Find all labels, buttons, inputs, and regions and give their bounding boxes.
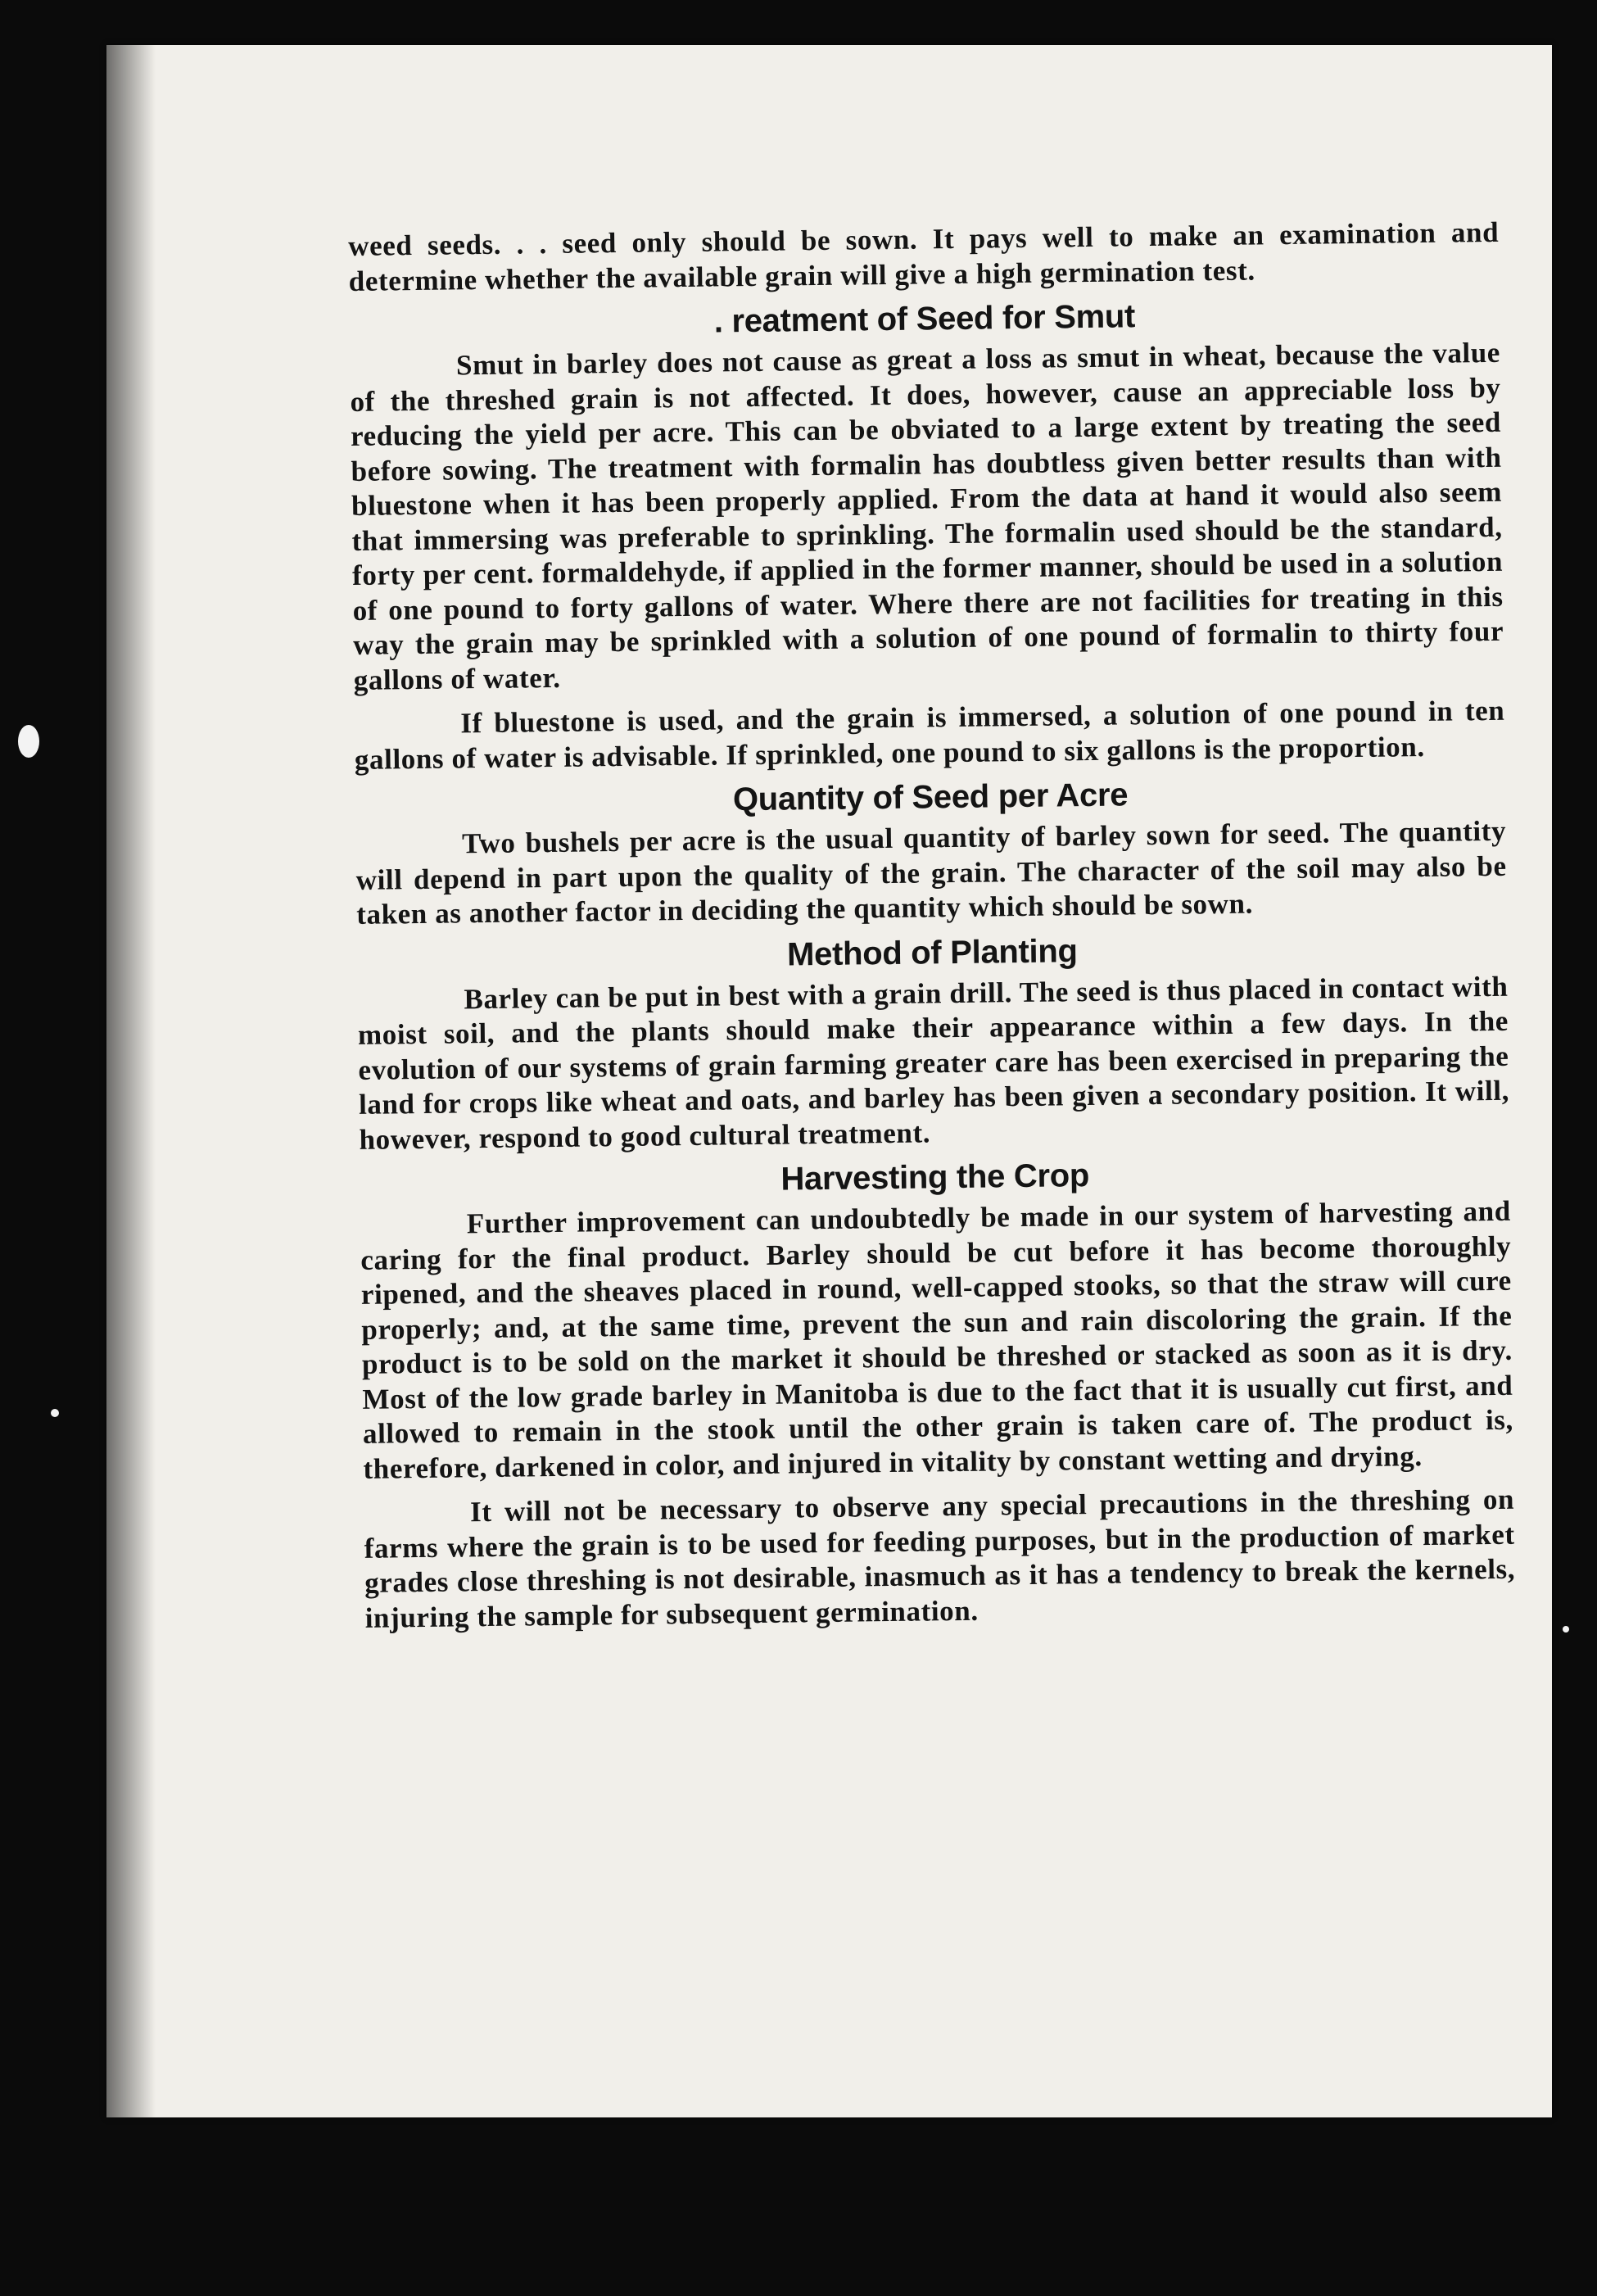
binding-shadow — [106, 45, 156, 2117]
dust-speck — [1563, 1626, 1569, 1633]
paragraph-continued: weed seeds. . . seed only should be sown. It pays well to make an examination and determine whether the available grain will give a high germination test. — [348, 215, 1500, 297]
page-text — [348, 215, 1516, 1636]
paragraph-harvesting: Further improvement can undoubtedly be made in our system of harvesting and caring for the final product. Barley should be cut before it has become thoroughly ripened, and the sheaves placed in round, well-capped stooks, so that the straw will cure properly; and, at the same time, prevent the sun and rain discoloring the grain. If the product is to be sold on the market it should be threshed or stacked as soon as it is dry. Most of the low grade barley in Manitoba is due to the fact that it is usually cut first, and allowed to remain in the stook until the other grain is taken care of. The product is, therefore, darkened in color, and injured in vitality by constant wetting and drying. — [360, 1194, 1514, 1485]
paragraph-threshing: It will not be necessary to observe any special precautions in the threshing on farms where the grain is to be used for feeding purposes, but in the production of market grades close threshing is not desirable, inasmuch as it has a tendency to break the kernels, injuring the sample for subsequent germination. — [364, 1483, 1516, 1634]
heading-harvesting-the-crop: Harvesting the Crop — [780, 1157, 1090, 1198]
heading-method-of-planting: Method of Planting — [786, 932, 1078, 973]
paragraph-quantity: Two bushels per acre is the usual quantity of barley sown for seed. The quantity will depend in part upon the quality of the grain. The character of the soil may also be taken as another factor in deciding the quantity which should be sown. — [355, 814, 1507, 931]
paragraph-smut: Smut in barley does not cause as great a loss as smut in wheat, because the value of the threshed grain is not affected. It does, however, cause an appreciable loss by reducing the yield per acre. This can be obviated to a large extent by treating the seed before sowing. The treatment with formalin has doubtless given better results than with bluestone when it has been properly applied. From the data at hand it would also seem that immersing was preferable to sprinkling. The formalin used should be the standard, forty per cent. formaldehyde, if applied in the former manner, should be used in a solution of one pound to forty gallons of water. Where there are not facilities for treating in this way the grain may be sprinkled with a solution of one pound of formalin to thirty four gallons of water. — [350, 336, 1504, 696]
heading-treatment-of-seed: . reatment of Seed for Smut — [713, 298, 1136, 340]
heading-quantity-of-seed: Quantity of Seed per Acre — [732, 777, 1129, 818]
paragraph-planting: Barley can be put in best with a grain drill. The seed is thus placed in contact with moist soil, and the plants should make their appearance within a few days. In the evolution of our systems of grain farming greater care has been exercised in preparing the land for crops like wheat and oats, and barley has been given a secondary position. It will, however, respond to good cultural treatment. — [357, 970, 1510, 1156]
paragraph-bluestone: If bluestone is used, and the grain is immersed, a solution of one pound in ten gallons of water is advisable. If sprinkled, one pound to six gallons is the proportion. — [354, 694, 1505, 776]
dust-speck — [18, 725, 39, 758]
dust-speck — [51, 1409, 59, 1417]
